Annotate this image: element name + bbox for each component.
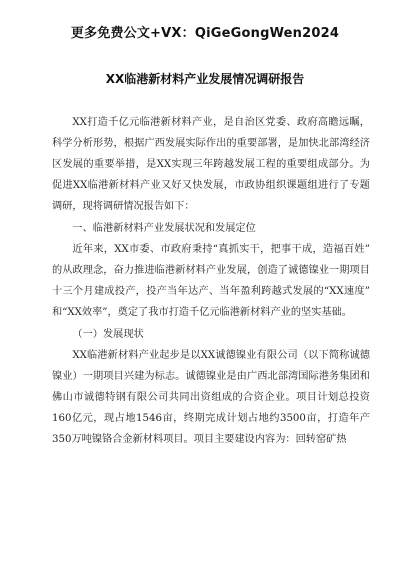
header-banner: 更多免费公文+VX：QiGeGongWen2024 (70, 26, 340, 41)
paragraph-development-status: XX临港新材料产业起步是以XX诚德镍业有限公司（以下简称诚德镍业）一期项目兴建为标志。诚德镍业是由广西北部湾国际港务集团和佛山市诚德特钢有限公司共同出资组成的合资企业。项目计划总投资160亿元，现占地1546亩，终期完成计划占地约3500亩，打造年产350万吨镍铬合金新材料项目。项目主要建设内容为：回转窑矿热 (52, 350, 370, 445)
document-title: XX临港新材料产业发展情况调研报告 (105, 72, 305, 86)
paragraph-intro: XX打造千亿元临港新材料产业，是自治区党委、政府高瞻远瞩，科学分析形势，根据广西发展实际作出的重要部署，是加快北部湾经济区发展的重要举措，是XX实现三年跨越发展工程的重要组成部分。为促进XX临港新材料产业又好又快发展，市政协组织课题组进行了专题调研，现将调研情况报告如下： (52, 117, 370, 212)
subsection-heading-1: （一）发展现状 (72, 329, 144, 340)
document-body (52, 112, 370, 450)
section-heading-1: 一、临港新材料产业发展状况和发展定位 (72, 223, 256, 234)
paragraph-recent-years: 近年来，XX市委、市政府秉持“真抓实干，把事干成，造福百姓” 的从政理念，奋力推进临港新材料产业发展，创造了诚德镍业一期项目十三个月建成投产，投产当年达产、当年盈利跨越式发展的“XX速度” 和“XX效率”，奠定了我市打造千亿元临港新材料产业的坚实基础。 (52, 244, 370, 318)
